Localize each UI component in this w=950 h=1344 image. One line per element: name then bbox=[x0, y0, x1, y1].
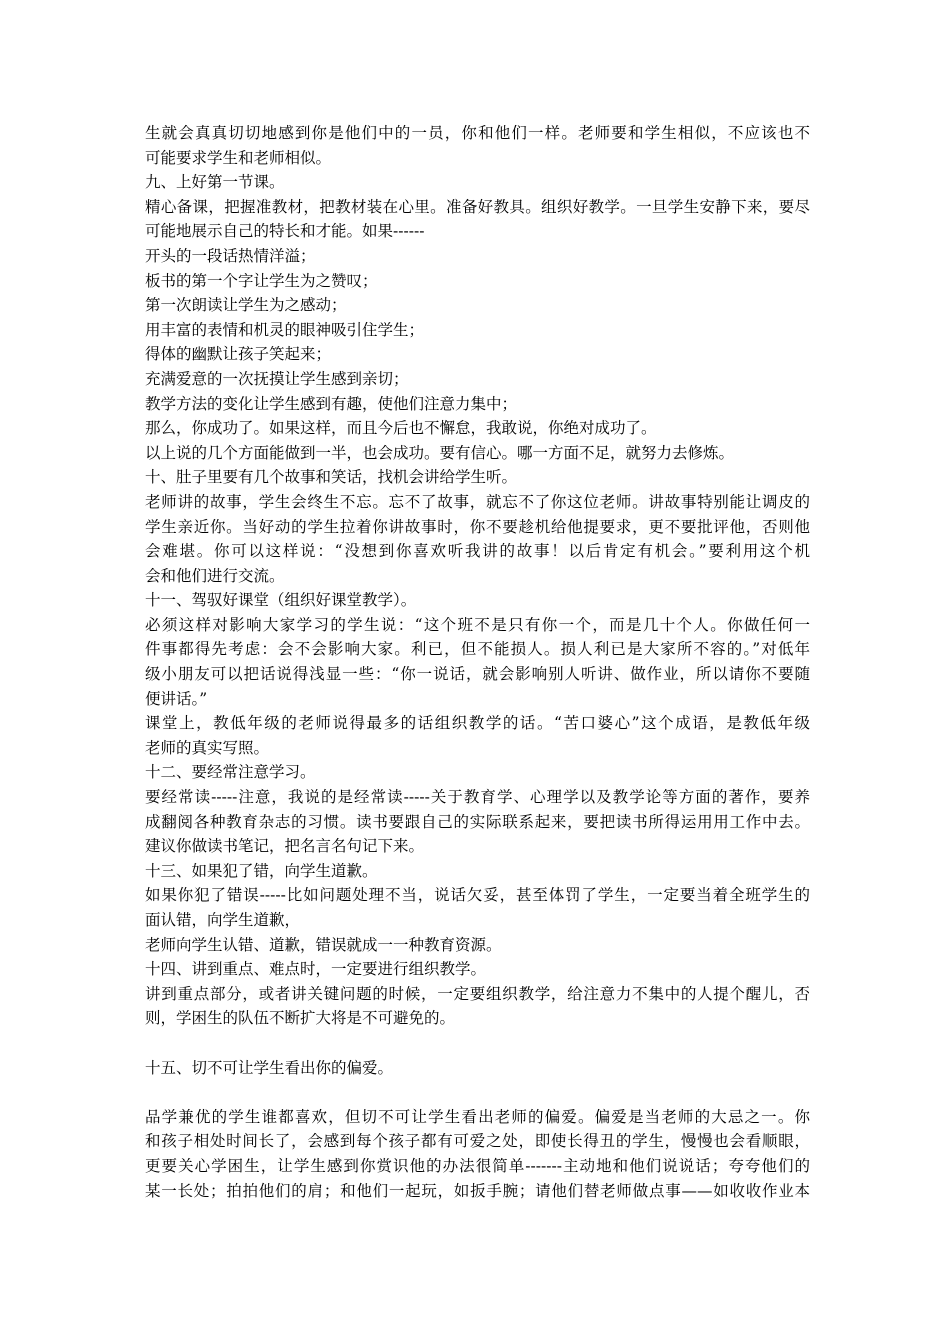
text-line: 讲到重点部分，或者讲关键问题的时候，一定要组织教学，给注意力不集中的人提个醒儿，否 bbox=[145, 984, 810, 1003]
text-line: 十、肚子里要有几个故事和笑话，找机会讲给学生听。 bbox=[145, 468, 518, 487]
text-line: 如果你犯了错误-----比如问题处理不当，说话欠妥，甚至体罚了学生，一定要当着全班学生的 bbox=[145, 886, 810, 905]
text-line: 十二、要经常注意学习。 bbox=[145, 763, 316, 782]
text-line: 则，学困生的队伍不断扩大将是不可避免的。 bbox=[145, 1009, 456, 1028]
text-line: 精心备课，把握准教材，把教材装在心里。准备好教具。组织好教学。一旦学生安静下来，要尽 bbox=[145, 197, 810, 216]
text-line: 某一长处；拍拍他们的肩；和他们一起玩，如扳手腕；请他们替老师做点事——如收收作业本 bbox=[145, 1181, 810, 1200]
text-line: 十五、切不可让学生看出你的偏爱。 bbox=[145, 1058, 394, 1077]
text-line: 品学兼优的学生谁都喜欢，但切不可让学生看出老师的偏爱。偏爱是当老师的大忌之一。你 bbox=[145, 1107, 810, 1126]
text-line: 以上说的几个方面能做到一半，也会成功。要有信心。哪一方面不足，就努力去修炼。 bbox=[145, 443, 735, 462]
text-line: 会难堪。你可以这样说：“没想到你喜欢听我讲的故事！以后肯定有机会。”要利用这个机 bbox=[145, 542, 810, 561]
text-line: 充满爱意的一次抚摸让学生感到亲切； bbox=[145, 369, 409, 388]
text-line: 要经常读-----注意，我说的是经常读-----关于教育学、心理学以及教学论等方面的著作，要养 bbox=[145, 788, 810, 807]
text-line: 可能地展示自己的特长和才能。如果------ bbox=[145, 222, 425, 241]
blank-line bbox=[145, 1080, 810, 1105]
text-line: 必须这样对影响大家学习的学生说：“这个班不是只有你一个，而是几十个人。你做任何一 bbox=[145, 615, 810, 634]
text-line: 得体的幽默让孩子笑起来； bbox=[145, 345, 332, 364]
text-line: 更要关心学困生，让学生感到你赏识他的办法很简单-------主动地和他们说说话；夸夸他们的 bbox=[145, 1156, 810, 1175]
text-line: 件事都得先考虑：会不会影响大家。利已，但不能损人。损人利已是大家所不容的。”对低年 bbox=[145, 640, 810, 659]
text-line: 老师向学生认错、道歉，错误就成一一种教育资源。 bbox=[145, 935, 502, 954]
document-page bbox=[145, 121, 810, 1203]
text-line: 第一次朗读让学生为之感动； bbox=[145, 296, 347, 315]
blank-line bbox=[145, 1031, 810, 1056]
text-line: 板书的第一个字让学生为之赞叹； bbox=[145, 271, 378, 290]
text-line: 级小朋友可以把话说得浅显一些：“你一说话，就会影响别人听讲、做作业，所以请你不要随 bbox=[145, 665, 810, 684]
text-line: 教学方法的变化让学生感到有趣，使他们注意力集中； bbox=[145, 394, 518, 413]
text-line: 老师的真实写照。 bbox=[145, 738, 270, 757]
text-line: 那么，你成功了。如果这样，而且今后也不懈怠，我敢说，你绝对成功了。 bbox=[145, 419, 657, 438]
text-line: 开头的一段话热情洋溢； bbox=[145, 246, 316, 265]
text-line: 建议你做读书笔记，把名言名句记下来。 bbox=[145, 837, 425, 856]
text-line: 十一、驾驭好课堂（组织好课堂教学）。 bbox=[145, 591, 417, 610]
text-line: 生就会真真切切地感到你是他们中的一员，你和他们一样。老师要和学生相似，不应该也不 bbox=[145, 124, 810, 142]
text-line: 会和他们进行交流。 bbox=[145, 566, 285, 585]
text-line: 便讲话。” bbox=[145, 689, 208, 708]
text-line: 和孩子相处时间长了，会感到每个孩子都有可爱之处，即使长得丑的学生，慢慢也会看顺眼， bbox=[145, 1132, 810, 1151]
text-line: 十三、如果犯了错，向学生道歉。 bbox=[145, 861, 378, 880]
text-line: 用丰富的表情和机灵的眼神吸引住学生； bbox=[145, 320, 425, 339]
text-line: 九、上好第一节课。 bbox=[145, 173, 285, 192]
text-line: 成翻阅各种教育杂志的习惯。读书要跟自己的实际联系起来，要把读书所得运用用工作中去。 bbox=[145, 812, 810, 831]
text-line: 学生亲近你。当好动的学生拉着你讲故事时，你不要趁机给他提要求，更不要批评他，否则他 bbox=[145, 517, 810, 536]
text-line: 面认错，向学生道歉， bbox=[145, 911, 301, 929]
text-line: 老师讲的故事，学生会终生不忘。忘不了故事，就忘不了你这位老师。讲故事特别能让调皮的 bbox=[145, 492, 810, 511]
text-line: 课堂上，教低年级的老师说得最多的话组织教学的话。“苦口婆心”这个成语，是教低年级 bbox=[145, 714, 810, 733]
text-line: 可能要求学生和老师相似。 bbox=[145, 148, 332, 167]
text-line: 十四、讲到重点、难点时，一定要进行组织教学。 bbox=[145, 960, 487, 979]
